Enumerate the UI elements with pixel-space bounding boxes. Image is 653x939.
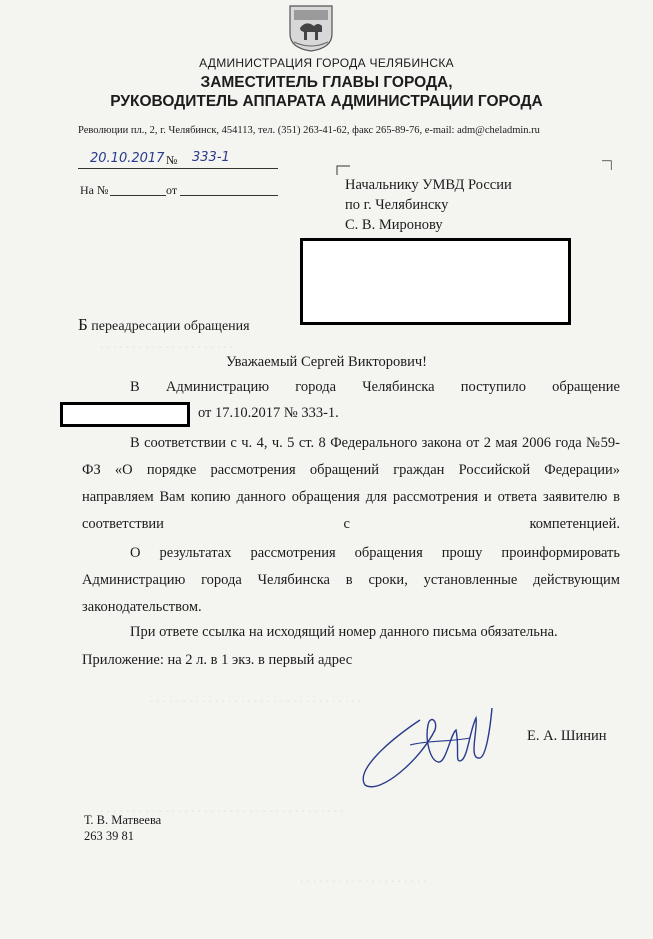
letter-subject	[78, 315, 250, 335]
addressee-line3: С. В. Миронову	[345, 217, 443, 233]
registration-date: 20.10.2017	[90, 151, 165, 166]
registration-number-label: №	[166, 153, 178, 167]
bleed-through-text: . . . . . . . . . . . . . . . . . . . . .	[100, 336, 234, 351]
signer-name: Е. А. Шинин	[527, 728, 607, 744]
executor-name: Т. В. Матвеева	[84, 813, 162, 827]
subject-text: переадресации обращения	[87, 319, 250, 334]
paragraph-1-line1: В Администрацию города Челябинска поступило обращение	[130, 379, 620, 395]
addressee-line2: по г. Челябинску	[345, 197, 449, 213]
reference-date-line	[180, 195, 278, 196]
salutation: Уважаемый Сергей Викторович!	[226, 354, 427, 370]
coat-of-arms-icon	[288, 4, 334, 52]
reference-number-label: На №	[80, 183, 109, 197]
registration-line	[78, 168, 278, 169]
reference-date-label: от	[166, 183, 178, 197]
office-title-line2: РУКОВОДИТЕЛЬ АППАРАТА АДМИНИСТРАЦИИ ГОРОДА	[110, 93, 543, 110]
paragraph-4: При ответе ссылка на исходящий номер данного письма обязательна.	[130, 624, 558, 640]
paragraph-3: О результатах рассмотрения обращения прошу проинформировать Администрацию города Челябинска в сроки, установленные действующим законодательством.	[82, 545, 620, 615]
addressee-line1: Начальнику УМВД России	[345, 177, 512, 193]
subject-first-letter: Б	[78, 315, 88, 334]
office-address: Революции пл., 2, г. Челябинск, 454113, тел. (351) 263-41-62, факс 265-89-76, e-mail: adm@cheladmin.ru	[78, 125, 540, 136]
registration-number: 333-1	[192, 150, 230, 165]
corner-mark-right	[600, 160, 614, 170]
paragraph-1-line2: от 17.10.2017 № 333-1.	[198, 405, 339, 421]
executor-block	[84, 812, 161, 844]
executor-phone: 263 39 81	[84, 829, 134, 843]
redaction-box-applicant	[60, 402, 190, 427]
corner-mark-left	[336, 165, 350, 175]
bleed-through-text: . . . . . . . . . . . . . . . . . . . . . . . . . . . . . . . . . . . . . .	[100, 800, 344, 815]
attachment-note: Приложение: на 2 л. в 1 экз. в первый адрес	[82, 652, 353, 668]
organization-name: АДМИНИСТРАЦИЯ ГОРОДА ЧЕЛЯБИНСКА	[199, 56, 454, 70]
redaction-box-address	[300, 238, 571, 325]
paragraph-2: В соответствии с ч. 4, ч. 5 ст. 8 Федерального закона от 2 мая 2006 года №59-ФЗ «О порядке рассмотрения обращений граждан Российской Федерации» направляем Вам копию данного обращения для рассмотрения и ответа заявителю в соответствии с компетенцией.	[82, 435, 620, 532]
bleed-through-text: . . . . . . . . . . . . . . . . . . . .	[300, 870, 427, 885]
reference-number-line	[110, 195, 166, 196]
handwritten-signature	[350, 700, 510, 792]
addressee-block	[345, 175, 512, 235]
office-title-line1: ЗАМЕСТИТЕЛЬ ГЛАВЫ ГОРОДА,	[200, 74, 453, 91]
bleed-through-text: . . . . . . . . . . . . . . . . . . . . . . . . . . . . . . . . .	[150, 690, 362, 705]
